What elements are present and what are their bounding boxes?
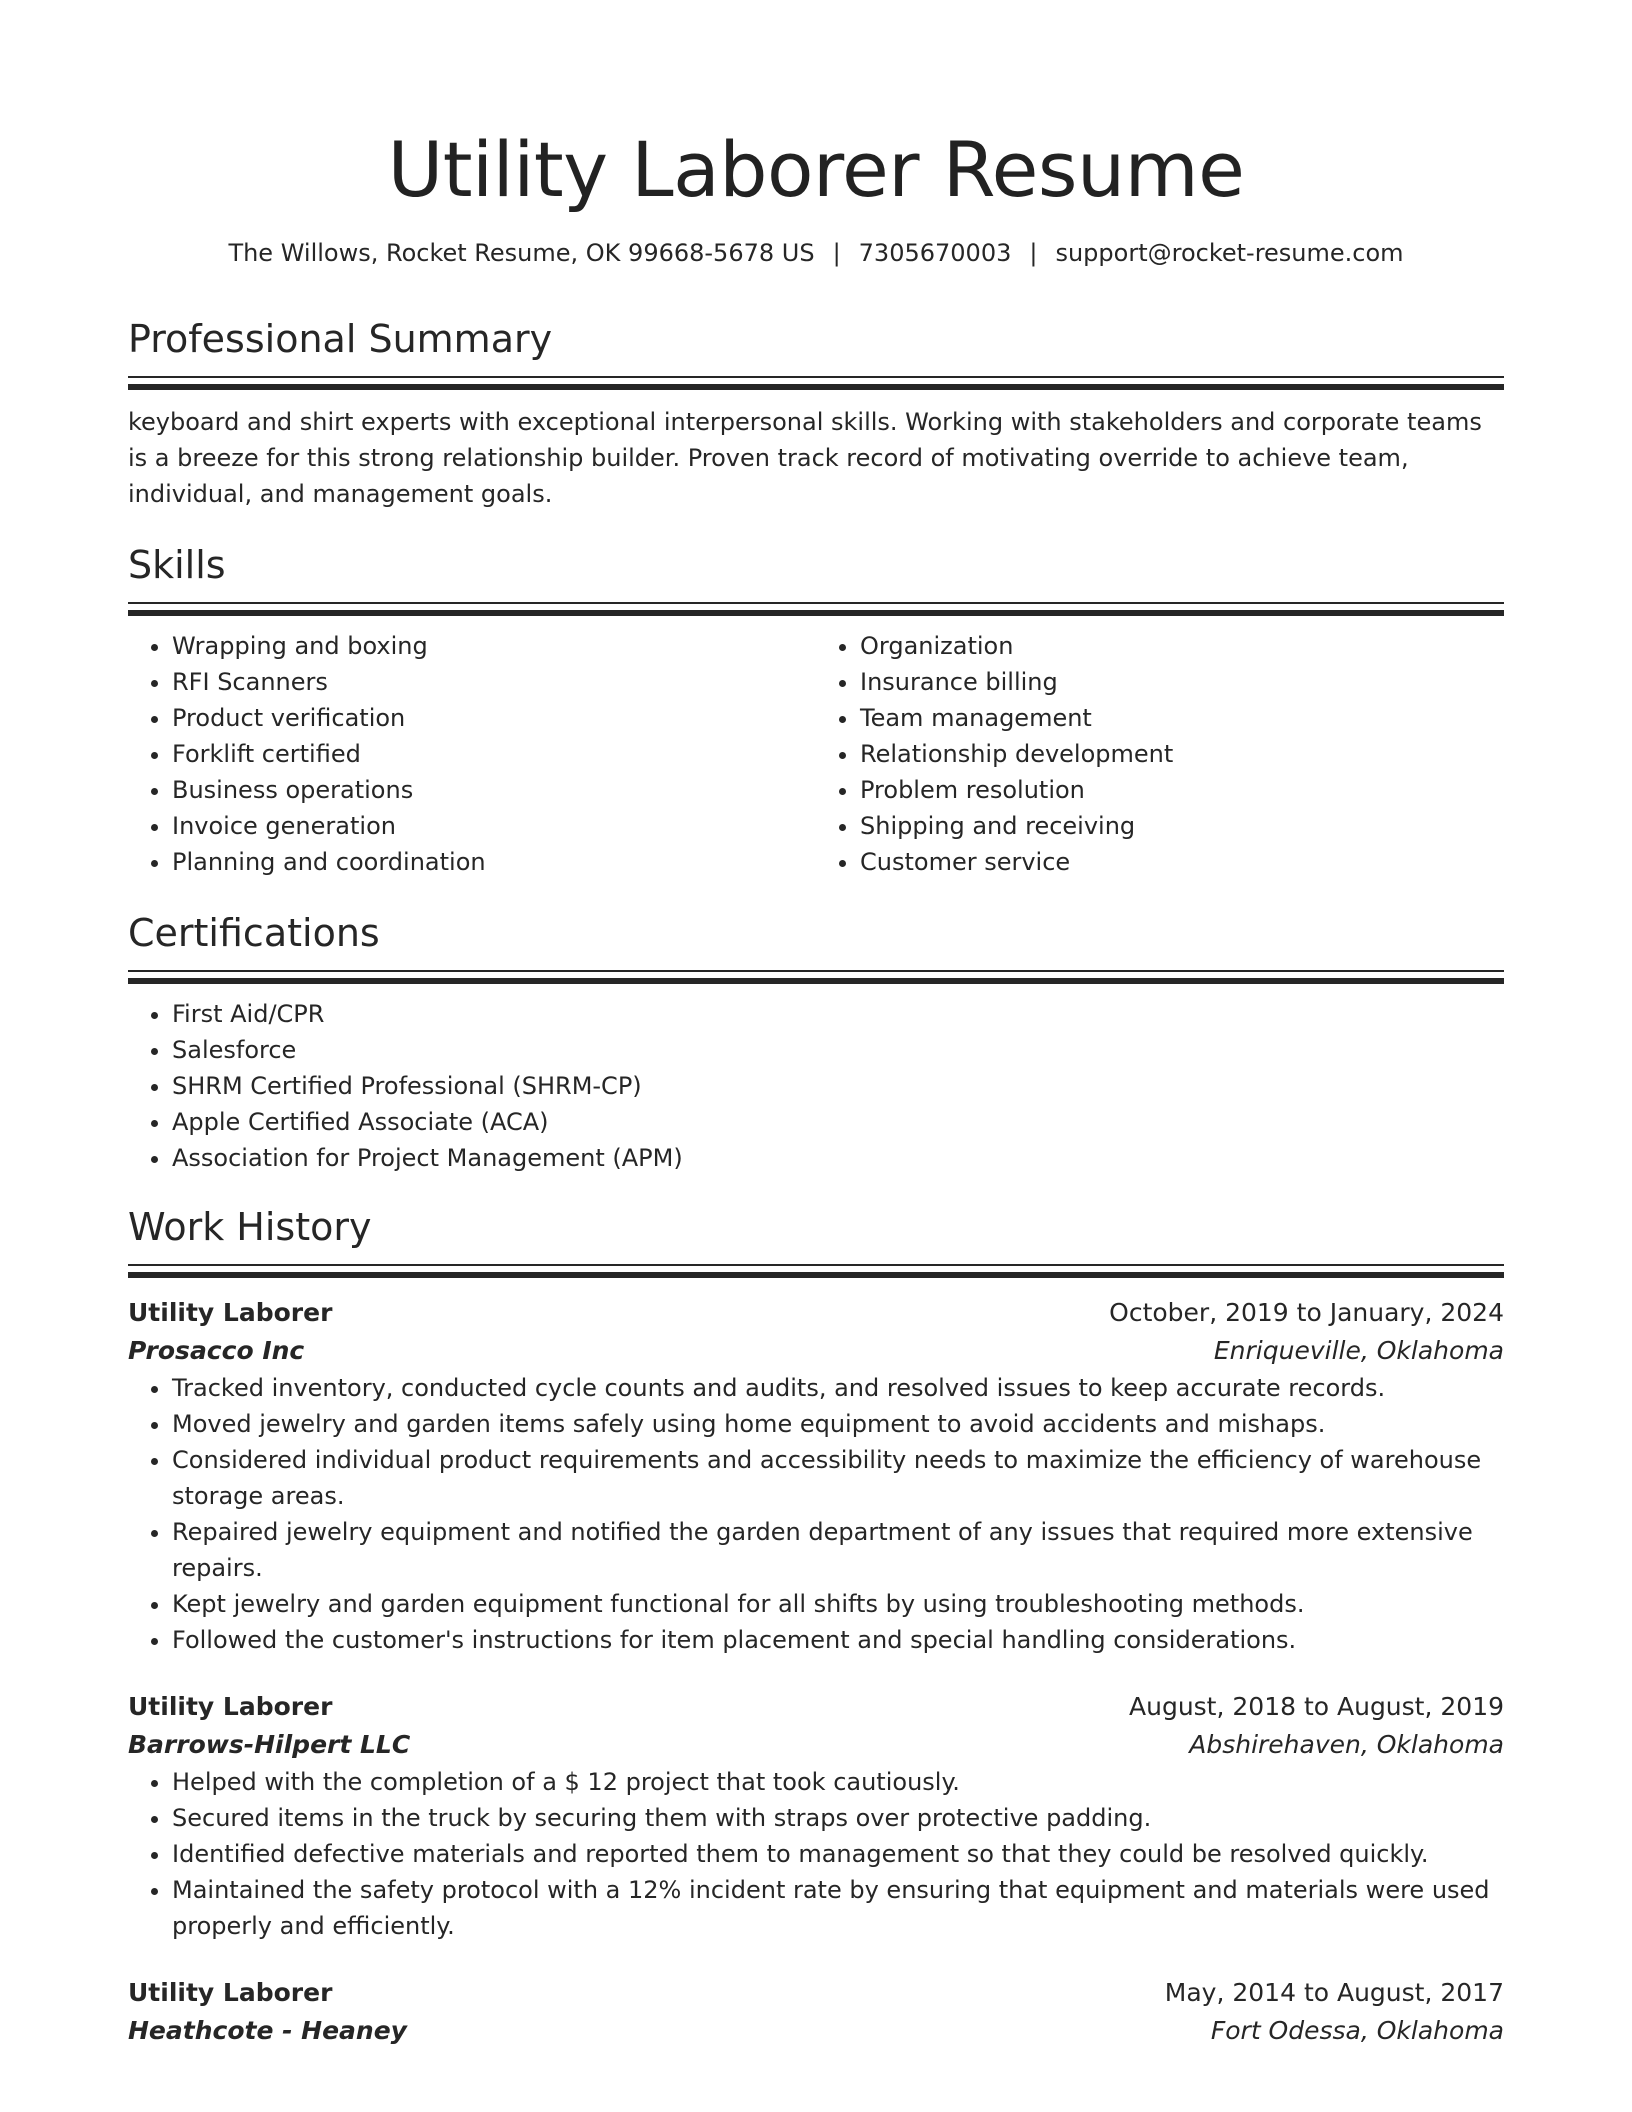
resume-title: Utility Laborer Resume: [387, 125, 1245, 214]
skill-item: • Business operations: [172, 772, 816, 808]
job-entry: [128, 1974, 1504, 2050]
certification-item: • SHRM Certified Professional (SHRM-CP): [172, 1068, 1504, 1104]
job-header: [128, 1294, 1504, 1332]
job-title: Utility Laborer: [128, 1692, 333, 1721]
work-history-section: [128, 1202, 1504, 2050]
summary-heading: Professional Summary: [128, 317, 553, 361]
job-location: Fort Odessa, Oklahoma: [1210, 2016, 1504, 2045]
certifications-section: [128, 908, 1504, 1176]
contact-separator: |: [832, 239, 841, 267]
job-company: Heathcote - Heaney: [128, 2016, 407, 2045]
skill-item: • Product verification: [172, 700, 816, 736]
section-rule-thick: [128, 610, 1504, 616]
section-rule-thick: [128, 978, 1504, 984]
section-rule-thin: [128, 376, 1504, 378]
job-entry: [128, 1294, 1504, 1658]
job-bullet: • Moved jewelry and garden items safely using home equipment to avoid accidents and mishaps.: [172, 1406, 1504, 1442]
skills-section: [128, 540, 1504, 880]
job-location: Enriqueville, Oklahoma: [1213, 1336, 1504, 1365]
skill-item: • Invoice generation: [172, 808, 816, 844]
job-subheader: [128, 2012, 1504, 2050]
job-subheader: [128, 1726, 1504, 1764]
job-bullet: • Maintained the safety protocol with a 12% incident rate by ensuring that equipment and materials were used properly and efficiently.: [172, 1872, 1504, 1944]
skill-item: • Problem resolution: [860, 772, 1504, 808]
contact-email: support@rocket-resume.com: [1055, 239, 1404, 267]
certifications-list: [128, 996, 1504, 1176]
job-title: Utility Laborer: [128, 1298, 333, 1327]
job-dates: August, 2018 to August, 2019: [1129, 1692, 1504, 1721]
job-bullet: • Identified defective materials and reported them to management so that they could be resolved quickly.: [172, 1836, 1504, 1872]
skills-list-right: [816, 628, 1504, 880]
job-bullet: • Followed the customer's instructions for item placement and special handling considerations.: [172, 1622, 1504, 1658]
job-bullets: [128, 1370, 1504, 1658]
skill-item: • Team management: [860, 700, 1504, 736]
job-company: Barrows-Hilpert LLC: [128, 1730, 411, 1759]
job-location: Abshirehaven, Oklahoma: [1189, 1730, 1504, 1759]
skill-item: • Shipping and receiving: [860, 808, 1504, 844]
certification-item: • Apple Certified Associate (ACA): [172, 1104, 1504, 1140]
job-entry: [128, 1688, 1504, 1944]
skills-columns: [128, 628, 1504, 880]
certification-item: • Salesforce: [172, 1032, 1504, 1068]
contact-separator: |: [1029, 239, 1038, 267]
skill-item: • Organization: [860, 628, 1504, 664]
job-header: [128, 1688, 1504, 1726]
skill-item: • Relationship development: [860, 736, 1504, 772]
skill-item: • RFI Scanners: [172, 664, 816, 700]
section-rule-thin: [128, 602, 1504, 604]
skills-heading: Skills: [128, 543, 226, 587]
job-bullet: • Kept jewelry and garden equipment functional for all shifts by using troubleshooting methods.: [172, 1586, 1504, 1622]
contact-address: The Willows, Rocket Resume, OK 99668-5678 US: [228, 239, 815, 267]
section-rule-thick: [128, 1272, 1504, 1278]
skill-item: • Insurance billing: [860, 664, 1504, 700]
job-company: Prosacco Inc: [128, 1336, 305, 1365]
section-rule-thick: [128, 384, 1504, 390]
job-bullet: • Repaired jewelry equipment and notified the garden department of any issues that required more extensive repairs.: [172, 1514, 1504, 1586]
job-bullet: • Secured items in the truck by securing them with straps over protective padding.: [172, 1800, 1504, 1836]
skill-item: • Wrapping and boxing: [172, 628, 816, 664]
contact-line: [128, 236, 1504, 270]
skills-list-left: [128, 628, 816, 880]
job-bullet: • Helped with the completion of a $ 12 project that took cautiously.: [172, 1764, 1504, 1800]
skill-item: • Planning and coordination: [172, 844, 816, 880]
job-dates: May, 2014 to August, 2017: [1164, 1978, 1504, 2007]
section-rule-thin: [128, 970, 1504, 972]
certification-item: • Association for Project Management (APM): [172, 1140, 1504, 1176]
certification-item: • First Aid/CPR: [172, 996, 1504, 1032]
job-title: Utility Laborer: [128, 1978, 333, 2007]
work-history-heading: Work History: [128, 1205, 372, 1249]
contact-phone: 7305670003: [858, 239, 1012, 267]
summary-text: keyboard and shirt experts with exceptional interpersonal skills. Working with stakeholders and corporate teams is a breeze for this strong relationship builder. Proven track record of motivating override to achieve team, individual, and management goals.: [128, 408, 1482, 508]
job-dates: October, 2019 to January, 2024: [1109, 1298, 1504, 1327]
skill-item: • Forklift certified: [172, 736, 816, 772]
section-rule-thin: [128, 1264, 1504, 1266]
skill-item: • Customer service: [860, 844, 1504, 880]
job-bullet: • Tracked inventory, conducted cycle counts and audits, and resolved issues to keep accurate records.: [172, 1370, 1504, 1406]
job-bullet: • Considered individual product requirements and accessibility needs to maximize the efficiency of warehouse storage areas.: [172, 1442, 1504, 1514]
certifications-heading: Certifications: [128, 911, 380, 955]
job-bullets: [128, 1764, 1504, 1944]
summary-section: [128, 314, 1504, 512]
job-header: [128, 1974, 1504, 2012]
job-subheader: [128, 1332, 1504, 1370]
